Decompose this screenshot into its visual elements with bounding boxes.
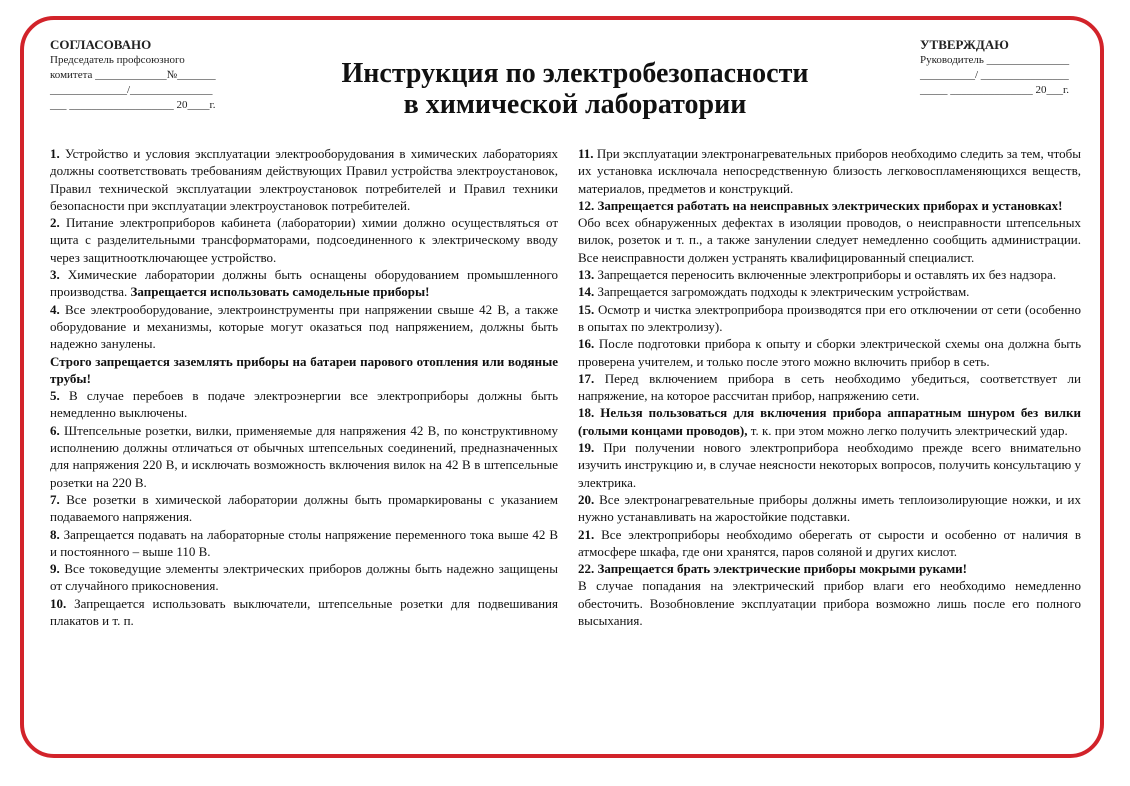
- instruction-item: [50, 214, 558, 266]
- item-text: Все электрооборудование, электроинструменты при напряжении свыше 42 В, а также оборудование и механизмы, которые могут оказаться под напряжением, должны быть надежно занулены.: [50, 301, 559, 352]
- instruction-item: [50, 301, 558, 353]
- item-text: При получении нового электроприбора необходимо прежде всего внимательно изучить инструкцию и, в случае неясности некоторых вопросов, получить консультацию у электрика.: [578, 440, 1082, 490]
- instruction-item: [50, 353, 558, 388]
- item-number: 1.: [50, 146, 60, 161]
- approval-left-line: комитета _____________№_______: [50, 69, 216, 81]
- approval-left-line: Председатель профсоюзного: [50, 54, 185, 66]
- instruction-continuation: [578, 214, 1081, 266]
- instruction-item: [50, 595, 558, 630]
- instruction-item: [578, 439, 1081, 491]
- item-text: В случае попадания на электрический прибор влаги его необходимо немедленно обесточить. Возобновление эксплуатации прибора возможно лишь после его полного высыхания.: [578, 578, 1081, 629]
- item-number: 7.: [50, 491, 60, 507]
- item-number: 14.: [578, 284, 595, 300]
- item-number: 12.: [578, 197, 595, 213]
- item-text: При эксплуатации электронагревательных приборов необходимо следить за тем, чтобы их установка исключала непосредственную близость легковоспламеняющихся веществ, материалов, предметов и конструкций.: [578, 146, 1081, 196]
- instruction-item: [50, 145, 558, 214]
- item-text: Все электронагревательные приборы должны иметь теплоизолирующие ножки, и их нужно устанавливать на жаростойкие подставки.: [578, 491, 1082, 525]
- item-text: Запрещается использовать выключатели, штепсельные розетки для подвешивания плакатов и т. п.: [50, 595, 558, 629]
- item-text: Все токоведущие элементы электрических приборов должны быть надежно защищены от случайного прикосновения.: [50, 561, 558, 594]
- item-number: 2.: [50, 215, 60, 231]
- instruction-continuation: [578, 577, 1081, 629]
- instruction-item: [578, 404, 1081, 439]
- approval-right-line: Руководитель _______________: [920, 54, 1070, 66]
- item-text: Обо всех обнаруженных дефектах в изоляции проводов, о неисправности штепсельных вилок, розеток и т. п., а также занулении следует немедленно сообщить администрации. Все неисправности должен устранять квалифицированный специалист.: [578, 215, 1081, 265]
- approval-block-left: [50, 37, 216, 113]
- instruction-item: [578, 526, 1081, 561]
- item-number: 19.: [578, 440, 595, 456]
- instruction-item: [50, 387, 558, 422]
- item-text: Питание электроприборов кабинета (лаборатории) химии должно осуществляться от щита с разделительными трансформаторами, подсоединенного к электрическому вводу через защитноотключающее устройство.: [50, 215, 559, 265]
- item-number: 17.: [578, 370, 595, 386]
- item-number: 20.: [578, 491, 595, 507]
- instruction-item: [50, 526, 558, 561]
- item-number: 21.: [578, 526, 595, 542]
- instruction-item: [578, 266, 1081, 283]
- item-number: 15.: [578, 301, 595, 317]
- approval-left-line: ___ ___________________ 20____г.: [50, 99, 216, 111]
- approval-right-title: УТВЕРЖДАЮ: [920, 37, 1009, 52]
- item-number: 10.: [50, 595, 67, 611]
- item-number: 8.: [50, 526, 60, 542]
- item-warning: Запрещается брать электрические приборы мокрыми руками!: [597, 561, 968, 577]
- approval-left-line: ______________/_______________: [50, 84, 213, 96]
- instruction-item: [578, 197, 1081, 214]
- instruction-item: [578, 283, 1081, 300]
- item-number: 18.: [578, 405, 595, 421]
- approval-right-line: _____ _______________ 20___г.: [920, 84, 1070, 96]
- item-text: Все розетки в химической лаборатории должны быть промаркированы с указанием подаваемого напряжения.: [50, 491, 558, 525]
- instruction-item: [50, 266, 558, 301]
- instruction-item: [50, 422, 558, 491]
- item-text: В случае перебоев в подаче электроэнергии все электроприборы должны быть немедленно выключены.: [50, 388, 559, 421]
- instruction-item: [578, 301, 1081, 336]
- item-text: Штепсельные розетки, вилки, применяемые для напряжения 42 В, по конструктивному исполнению должны отличаться от обычных штепсельных соединений, предназначенных для напряжения 220 В, и исключать возможность включения вилок на 42 В в штепсельные розетки на 220 В.: [50, 422, 559, 490]
- instruction-item: [578, 370, 1081, 405]
- document-title: [270, 58, 880, 120]
- item-warning: Запрещается работать на неисправных электрических приборах и установках!: [597, 197, 1063, 213]
- item-number: 3.: [50, 267, 60, 283]
- instruction-item: [578, 335, 1081, 370]
- item-text: Запрещается переносить включенные электроприборы и оставлять их без надзора.: [597, 267, 1057, 283]
- item-number: 11.: [578, 146, 594, 161]
- item-warning: Строго запрещается заземлять приборы на батареи парового отопления или водяные трубы!: [50, 353, 558, 386]
- item-text: Запрещается загромождать подходы к электрическим устройствам.: [597, 284, 970, 300]
- item-number: 5.: [50, 388, 60, 404]
- instruction-item: [578, 491, 1081, 526]
- approval-left-title: СОГЛАСОВАНО: [50, 37, 152, 52]
- item-number: 16.: [578, 336, 595, 352]
- item-text: Все электроприборы необходимо оберегать от сырости и особенно от наличия в атмосфере шкафа, где они хранятся, паров соляной и других кислот.: [578, 526, 1082, 559]
- instructions-column-left: [50, 145, 558, 629]
- item-text: Запрещается подавать на лабораторные столы напряжение переменного тока выше 42 В и постоянного – выше 110 В.: [50, 526, 559, 559]
- approval-block-right: [920, 37, 1069, 98]
- instruction-item: [578, 560, 1081, 577]
- title-line-2: в химической лаборатории: [403, 89, 747, 120]
- item-number: 13.: [578, 267, 595, 283]
- item-text: Устройство и условия эксплуатации электрооборудования в химических лабораториях должны соответствовать требованиям действующих Правил устройства электроустановок, Правил технической эксплуатации электроустановок потребителей и Правил техники безопасности при эксплуатации электроустановок потребителей.: [50, 146, 558, 213]
- item-warning: Нельзя пользоваться для включения прибора аппаратным шнуром без вилки (голыми концами проводов),: [578, 405, 1082, 438]
- item-number: 4.: [50, 301, 60, 317]
- approval-right-line: __________/ ________________: [920, 69, 1069, 81]
- instruction-item: [50, 560, 558, 595]
- item-number: 22.: [578, 561, 595, 577]
- item-text: Перед включением прибора в сеть необходимо убедиться, соответствует ли напряжение, на которое рассчитан прибор, напряжению сети.: [578, 370, 1082, 404]
- instructions-column-right: [578, 145, 1081, 629]
- item-text: т. к. при этом можно легко получить электрический удар.: [750, 422, 1068, 438]
- item-text: Химические лаборатории должны быть оснащены оборудованием промышленного производства.: [50, 267, 558, 300]
- title-line-1: Инструкция по электробезопасности: [341, 58, 809, 89]
- item-warning: Запрещается использовать самодельные приборы!: [130, 284, 430, 300]
- instruction-item: [578, 145, 1081, 197]
- item-text: После подготовки прибора к опыту и сборки электрической схемы она должна быть проверена учителем, и только после этого можно включить прибор в сеть.: [578, 336, 1082, 369]
- item-text: Осмотр и чистка электроприбора производятся при его отключении от сети (особенно в опытах по электролизу).: [578, 301, 1082, 334]
- item-number: 6.: [50, 422, 60, 438]
- item-number: 9.: [50, 561, 60, 577]
- instruction-item: [50, 491, 558, 526]
